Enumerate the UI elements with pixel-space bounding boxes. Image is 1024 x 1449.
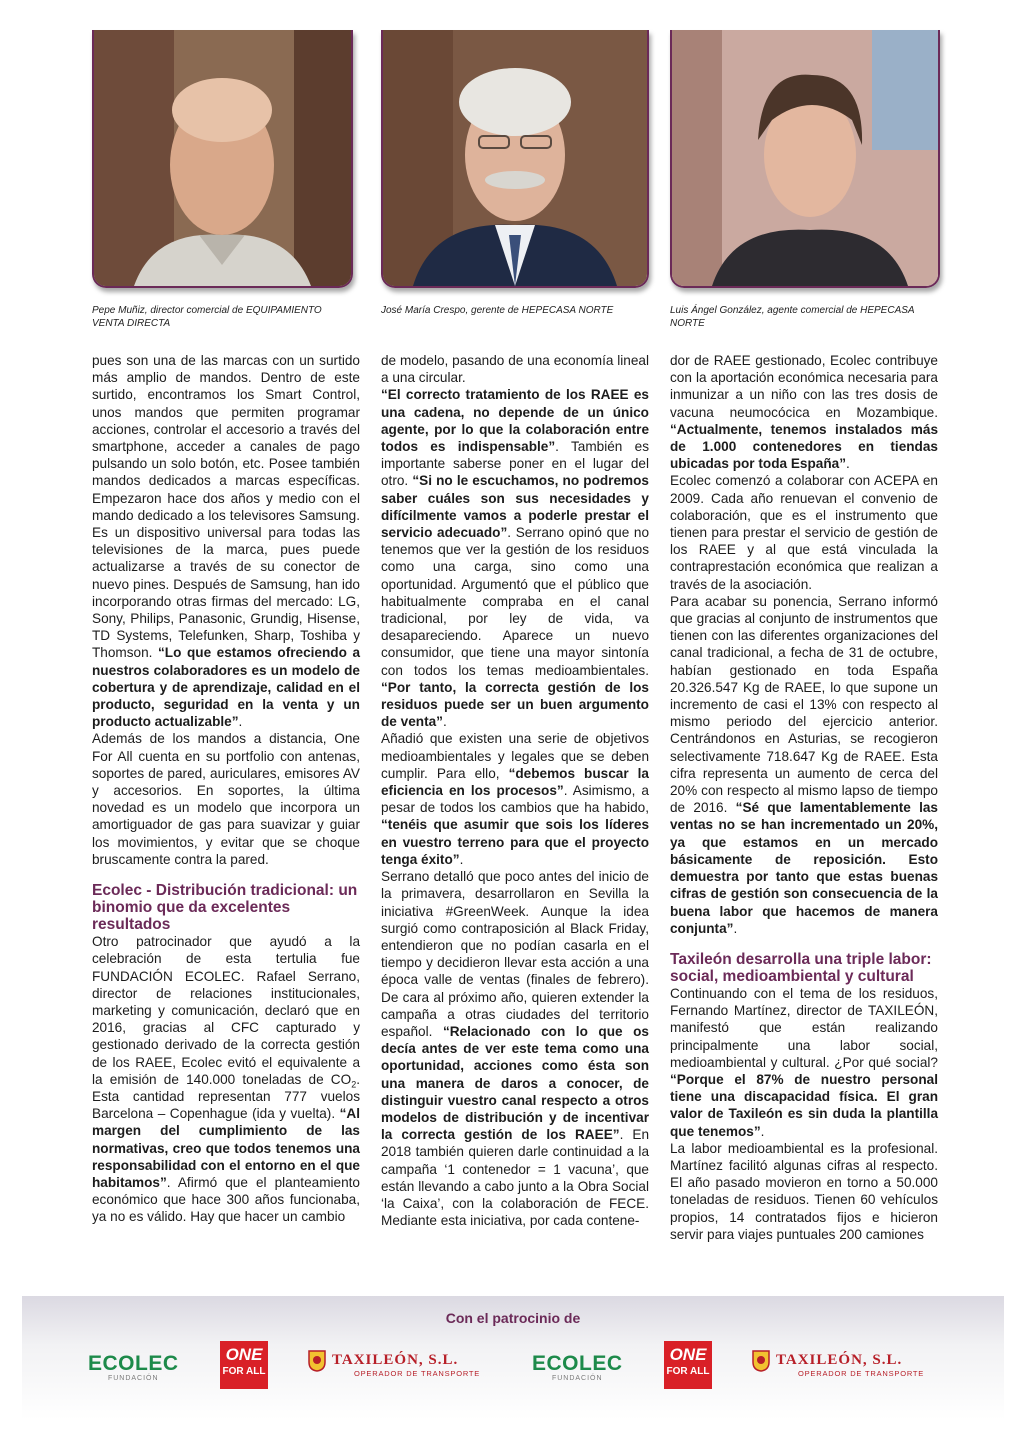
paragraph: “El correcto tratamiento de los RAEE es una cadena, no depende de un único agente, por lo que la colaboración entre todos es indispensable”. También es importante saberse poner en el lugar del otro. “Si no le escuchamos, no podremos saber cuáles son sus necesidades y difícilmente vamos a poderle prestar el servicio adecuado”. Serrano opinó que no tenemos que ver la gestión de los residuos como una carga, sino como una oportunidad. Argumentó que el público que habitualmente compraba en el canal tradicional, por ley de vida, va desapareciendo. Aparece un nuevo consumidor, que tiene una mayor sintonía con todos los temas medioambientales. “Por tanto, la correcta gestión de los residuos puede ser un buen argumento de venta”.: [381, 387, 650, 730]
paragraph: Continuando con el tema de los residuos, Fernando Martínez, director de TAXILEÓN, manifestó que están realizando principalmente una labor social, medioambiental y cultural. ¿Por qué social? “Porque el 87% de nuestro personal tiene una discapacidad física. El gran valor de Taxileón es sin duda la plantilla que tenemos”.: [670, 985, 938, 1139]
article-column-1: [92, 352, 360, 1226]
caption-pepe-muniz: Pepe Muñiz, director comercial de EQUIPAMIENTO VENTA DIRECTA: [92, 305, 322, 329]
paragraph: Para acabar su ponencia, Serrano informó que gracias al conjunto de instrumentos que tienen con las diferentes organizaciones del canal tradicional, a fecha de 31 de octubre, habían gestionado en toda España 20.326.547 Kg de RAEE, lo que supone un incremento de casi el 13% con respecto al mismo periodo del ejercicio anterior. Centrándonos en Asturias, se recogieron selectivamente 718.647 Kg de RAEE. Esta cifra representa un aumento de cerca del 20% con respecto al mismo lapso de tiempo de 2016. “Sé que lamentablemente las ventas no se han incrementado un 20%, ya que estamos en un mercado básicamente de reposición. Esto demuestra por tanto que estas buenas cifras de gestión son consecuencia de la buena labor que hacemos de manera conjunta”.: [670, 593, 938, 936]
article-column-2: [381, 352, 649, 1229]
paragraph: Añadió que existen una serie de objetivos medioambientales y legales que se deben cumplir. Para ello, “debemos buscar la eficiencia en los procesos”. Asimismo, a pesar de todos los cambios que ha habido, “tenéis que asumir que sois los líderes en vuestro terreno para que el proyecto tenga éxito”.: [381, 731, 649, 867]
lion-crest-icon: [308, 1350, 326, 1372]
ecolec-logo: ECOLEC FUNDACIÓN: [88, 1352, 179, 1382]
paragraph: pues son una de las marcas con un surtido más amplio de mandos. Dentro de este surtido, encontramos los Smart Control, unos mandos que permiten programar acciones, controlar el accesorio a través del smartphone, acceder a canales de pago pulsando un solo botón, etc. Posee también mandos dedicados a marcas específicas. Empezaron hace dos años y medio con el mando dedicado a los televisores Samsung. Es un dispositivo universal para todas las televisiones de la marca, pues puede actualizarse a través de su conector de nuevo pines. Después de Samsung, han ido incorporando otras firmas del mercado: LG, Sony, Philips, Panasonic, Grundig, Hisense, TD Systems, Telefunken, Sharp, Toshiba y Thomson. “Lo que estamos ofreciendo a nuestros colaboradores es un modelo de cobertura y de aprendizaje, calidad en el producto, seguridad en la venta y un producto actualizable”.: [92, 353, 360, 730]
article-column-3: [670, 352, 938, 1243]
sponsor-banner: [22, 1296, 1004, 1420]
lion-crest-icon: [752, 1350, 770, 1372]
caption-jose-maria-crespo: José María Crespo, gerente de HEPECASA NORTE: [381, 305, 614, 316]
paragraph: dor de RAEE gestionado, Ecolec contribuye con la aportación económica necesaria para inmunizar a un niño con las tres dosis de vacuna neumocócica en Mozambique. “Actualmente, tenemos instalados más de 1.000 contenedores en tiendas ubicadas por toda España”.: [670, 353, 938, 472]
caption-luis-angel-gonzalez: Luis Ángel González, agente comercial de HEPECASA NORTE: [670, 305, 915, 329]
photo-luis-angel-gonzalez: [670, 30, 940, 288]
paragraph: Además de los mandos a distancia, One For All cuenta en su portfolio con antenas, soportes de pared, auriculares, emisores AV y accesorios. En soportes, la última novedad es un modelo que incorpora un amortiguador de gas para suavizar y guiar los movimientos, y evitar que se choque bruscamente contra la pared.: [92, 731, 360, 867]
paragraph: Otro patrocinador que ayudó a la celebración de esta tertulia fue FUNDACIÓN ECOLEC. Rafael Serrano, director de relaciones institucionales, marketing y comunicación, declaró que en 2016, gracias al CFC capturado y gestionado derivado de la correcta gestión de los RAEE, Ecolec evitó el equivalente a la emisión de 140.000 toneladas de $CO_2$. Esta cantidad representan 777 vuelos Barcelona – Copenhague (ida y vuelta). “Al margen del cumplimiento de las normativas, creo que todos tenemos una responsabilidad con el entorno en el que habitamos”. Afirmó que el planteamiento económico que hace 300 años funcionaba, ya no es válido. Hay que hacer un cambio: [92, 934, 360, 1225]
photo-pepe-muniz: [92, 30, 353, 288]
paragraph: Ecolec comenzó a colaborar con ACEPA en 2009. Cada año renuevan el convenio de colaboración, que es el instrumento que tienen para prestar el servicio de gestión de los RAEE y al que está vinculada la contraprestación económica que realizan a través de la asociación.: [670, 473, 938, 592]
taxileon-logo: TAXILEÓN, S.L. OPERADOR DE TRANSPORTE: [776, 1352, 924, 1378]
section-heading-taxileon: Taxileón desarrolla una triple labor: social, medioambiental y cultural: [670, 950, 932, 985]
paragraph: Serrano detalló que poco antes del inicio de la primavera, desarrollaron en Sevilla la iniciativa #GreenWeek. Aunque la idea surgió como contraposición al Black Friday, entendieron que no podían casarla en el tiempo y decidieron llevar esta acción a una época valle de ventas (finales de febrero). De cara al próximo año, quieren extender la campaña a otras ciudades del territorio español. “Relacionado con lo que os decía antes de ver este tema como una oportunidad, acciones como ésta son una manera de daros a conocer, de distinguir vuestro canal respecto a otros modelos de distribución y de incentivar la correcta gestión de los RAEE”. En 2018 también quieren darle continuidad a la campaña ‘1 contenedor = 1 vacuna’, que están llevando a cabo junto a la Obra Social ‘la Caixa’, con la colaboración de FECE. Mediante esta iniciativa, por cada contene-: [381, 869, 649, 1229]
sponsor-title: Con el patrocinio de: [445, 1310, 581, 1326]
oneforall-logo: ONE FOR ALL: [220, 1341, 268, 1389]
paragraph: de modelo, pasando de una economía lineal a una circular.: [381, 353, 649, 386]
paragraph: La labor medioambiental es la profesional. Martínez facilitó algunas cifras al respecto. El año pasado movieron en torno a 50.000 toneladas de residuos. Tienen 60 vehículos propios, 14 contratados fijos e hicieron servir para viajes puntuales 200 camiones: [670, 1140, 938, 1242]
taxileon-logo: TAXILEÓN, S.L. OPERADOR DE TRANSPORTE: [332, 1352, 480, 1378]
ecolec-logo: ECOLEC FUNDACIÓN: [532, 1352, 623, 1382]
section-heading-ecolec: Ecolec - Distribución tradicional: un binomio que da excelentes resultados: [92, 882, 358, 934]
oneforall-logo: ONE FOR ALL: [664, 1341, 712, 1389]
photo-jose-maria-crespo: [381, 30, 649, 288]
